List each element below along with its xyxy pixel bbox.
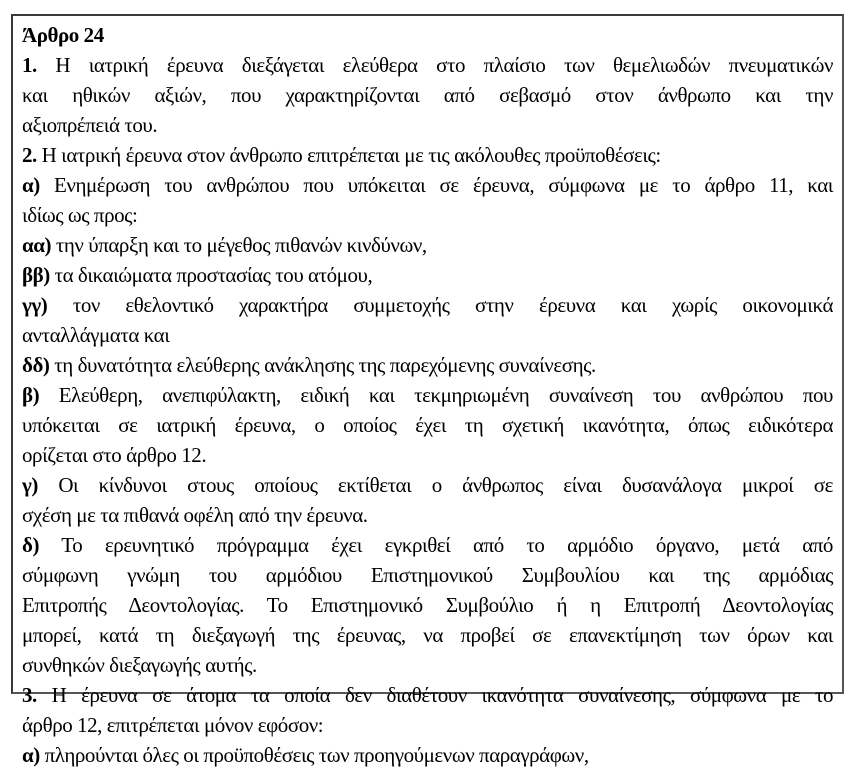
line-text: υπόκειται σε ιατρική έρευνα, ο οποίος έχει τη σχετική ικανότητα, όπως ειδικότερα	[22, 413, 833, 437]
item-label: α)	[22, 743, 40, 767]
line-text: Το ερευνητικό πρόγραμμα έχει εγκριθεί από το αρμόδιο όργανο, μετά από	[39, 533, 833, 557]
line-text: ιδίως ως προς:	[22, 203, 138, 227]
line-text: σχέση με τα πιθανά οφέλη από την έρευνα.	[22, 503, 368, 527]
item-label: α)	[22, 173, 40, 197]
text-line	[22, 530, 833, 560]
line-text: την ύπαρξη και το μέγεθος πιθανών κινδύνων,	[51, 233, 427, 257]
text-line	[22, 110, 833, 140]
text-line	[22, 740, 833, 770]
article-body	[22, 50, 833, 770]
article-box	[11, 14, 844, 767]
item-label: γγ)	[22, 293, 48, 317]
line-text: Ελεύθερη, ανεπιφύλακτη, ειδική και τεκμηριωμένη συναίνεση του ανθρώπου που	[39, 383, 833, 407]
text-line	[22, 260, 833, 290]
text-line	[22, 650, 833, 680]
text-line	[22, 560, 833, 590]
line-text: τη δυνατότητα ελεύθερης ανάκλησης της παρεχόμενης συναίνεσης.	[49, 353, 596, 377]
text-line	[22, 80, 833, 110]
line-text: Η έρευνα σε άτομα τα οποία δεν διαθέτουν ικανότητα συναίνεσης, σύμφωνα με το	[36, 683, 833, 707]
line-text: Ενημέρωση του ανθρώπου που υπόκειται σε έρευνα, σύμφωνα με το άρθρο 11, και	[39, 173, 833, 197]
text-line	[22, 320, 833, 350]
text-line	[22, 500, 833, 530]
line-text: αξιοπρέπειά του.	[22, 113, 158, 137]
text-line	[22, 680, 833, 710]
line-text: τον εθελοντικό χαρακτήρα συμμετοχής στην έρευνα και χωρίς οικονομικά	[47, 293, 833, 317]
item-label: 3.	[22, 683, 37, 707]
text-line	[22, 590, 833, 620]
text-line	[22, 710, 833, 740]
text-line	[22, 230, 833, 260]
text-line	[22, 140, 833, 170]
item-label: ββ)	[22, 263, 50, 287]
line-text: τα δικαιώματα προστασίας του ατόμου,	[49, 263, 373, 287]
text-line	[22, 620, 833, 650]
item-label: 1.	[22, 53, 37, 77]
text-line	[22, 410, 833, 440]
line-text: μπορεί, κατά τη διεξαγωγή της έρευνας, να προβεί σε επανεκτίμηση των όρων και	[22, 623, 833, 647]
item-label: β)	[22, 383, 40, 407]
text-line	[22, 470, 833, 500]
item-label: δ)	[22, 533, 39, 557]
line-text: Οι κίνδυνοι στους οποίους εκτίθεται ο άνθρωπος είναι δυσανάλογα μικροί σε	[37, 473, 833, 497]
text-line	[22, 50, 833, 80]
line-text: άρθρο 12, επιτρέπεται μόνον εφόσον:	[22, 713, 324, 737]
item-label: 2.	[22, 143, 37, 167]
text-line	[22, 440, 833, 470]
item-label: δδ)	[22, 353, 50, 377]
line-text: Η ιατρική έρευνα διεξάγεται ελεύθερα στο πλαίσιο των θεμελιωδών πνευματικών	[36, 53, 833, 77]
text-line	[22, 200, 833, 230]
line-text: Η ιατρική έρευνα στον άνθρωπο επιτρέπεται με τις ακόλουθες προϋποθέσεις:	[36, 143, 661, 167]
line-text: ορίζεται στο άρθρο 12.	[22, 443, 207, 467]
text-line	[22, 170, 833, 200]
article-title: Άρθρο 24	[22, 23, 104, 47]
line-text: Επιτροπής Δεοντολογίας. Το Επιστημονικό Συμβούλιο ή η Επιτροπή Δεοντολογίας	[22, 593, 833, 617]
line-text: συνθηκών διεξαγωγής αυτής.	[22, 653, 257, 677]
item-label: γ)	[22, 473, 38, 497]
text-line	[22, 350, 833, 380]
line-text: πληρούνται όλες οι προϋποθέσεις των προηγούμενων παραγράφων,	[39, 743, 589, 767]
line-text: σύμφωνη γνώμη του αρμόδιου Επιστημονικού Συμβουλίου και της αρμόδιας	[22, 563, 833, 587]
line-text: ανταλλάγματα και	[22, 323, 170, 347]
line-text: και ηθικών αξιών, που χαρακτηρίζονται από σεβασμό στον άνθρωπο και την	[22, 83, 833, 107]
text-line	[22, 290, 833, 320]
item-label: αα)	[22, 233, 52, 257]
text-line	[22, 380, 833, 410]
